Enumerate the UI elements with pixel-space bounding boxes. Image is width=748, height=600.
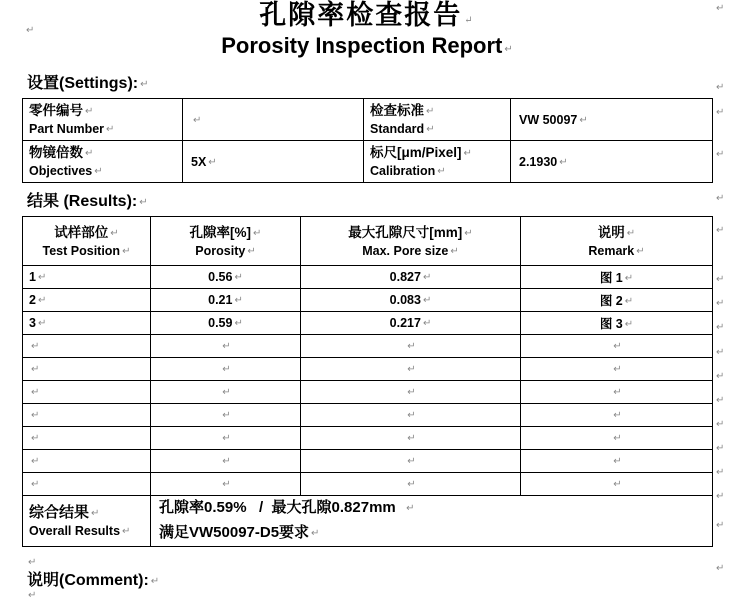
cell-value: 2 — [29, 293, 36, 307]
header-porosity — [151, 217, 301, 266]
results-header-row — [23, 217, 713, 266]
table-row — [23, 312, 713, 335]
paragraph-mark-icon: ↵ — [31, 364, 40, 375]
paragraph-mark-icon: ↵ — [716, 3, 725, 14]
overall-results-label-cell — [23, 496, 151, 547]
standard-label-zh — [370, 101, 510, 121]
header-zh — [151, 223, 300, 243]
paragraph-mark-icon: ↵ — [31, 341, 40, 352]
table-row-empty — [23, 404, 713, 427]
paragraph-mark-icon: ↵ — [406, 503, 415, 514]
table-row-empty — [23, 473, 713, 496]
cell-remark — [521, 381, 713, 404]
paragraph-mark-icon: ↵ — [613, 341, 622, 352]
paragraph-mark-icon: ↵ — [234, 295, 243, 306]
paragraph-mark-icon: ↵ — [94, 166, 103, 177]
header-max-pore-size — [301, 217, 521, 266]
paragraph-mark-icon: ↵ — [716, 193, 725, 204]
paragraph-mark-icon: ↵ — [636, 245, 645, 257]
calibration-label-cell — [364, 141, 511, 183]
cell-test-position — [23, 358, 151, 381]
calibration-label-en — [370, 163, 510, 180]
paragraph-mark-icon: ↵ — [31, 387, 40, 398]
cell-test-position — [23, 427, 151, 450]
paragraph-mark-icon: ↵ — [139, 197, 148, 208]
paragraph-mark-icon: ↵ — [716, 371, 725, 382]
paragraph-mark-icon: ↵ — [422, 272, 432, 283]
settings-heading — [27, 74, 149, 95]
standard-value: VW 50097 — [519, 112, 578, 127]
paragraph-mark-icon: ↵ — [407, 410, 416, 421]
paragraph-mark-icon: ↵ — [613, 387, 622, 398]
paragraph-mark-icon: ↵ — [407, 364, 416, 375]
cell-test-position — [23, 335, 151, 358]
part-number-label-zh — [29, 101, 182, 121]
paragraph-mark-icon: ↵ — [407, 456, 416, 467]
paragraph-mark-icon: ↵ — [26, 25, 35, 36]
label-text: Standard — [370, 122, 425, 136]
table-row-empty — [23, 335, 713, 358]
paragraph-mark-icon: ↵ — [193, 114, 202, 126]
paragraph-mark-icon: ↵ — [222, 387, 231, 398]
paragraph-mark-icon: ↵ — [624, 319, 634, 330]
paragraph-mark-icon: ↵ — [222, 364, 231, 375]
cell-test-position — [23, 473, 151, 496]
cell-remark — [521, 266, 713, 289]
paragraph-mark-icon: ↵ — [716, 82, 725, 93]
paragraph-mark-icon: ↵ — [464, 227, 473, 239]
results-overall — [23, 496, 713, 547]
label-text: 标尺[μm/Pixel] — [370, 145, 462, 160]
paragraph-mark-icon: ↵ — [31, 433, 40, 444]
paragraph-mark-icon: ↵ — [624, 273, 634, 284]
label-text: 零件编号 — [29, 103, 83, 118]
paragraph-mark-icon: ↵ — [91, 507, 100, 519]
paragraph-mark-icon: ↵ — [613, 456, 622, 467]
paragraph-mark-icon: ↵ — [208, 156, 217, 168]
header-en — [23, 243, 150, 260]
paragraph-mark-icon: ↵ — [28, 557, 37, 568]
objectives-label-en — [29, 163, 182, 180]
paragraph-mark-icon: ↵ — [28, 590, 37, 600]
paragraph-mark-icon: ↵ — [437, 166, 446, 177]
paragraph-mark-icon: ↵ — [37, 295, 47, 306]
header-en — [301, 243, 520, 260]
table-row — [23, 266, 713, 289]
settings-row-objectives — [23, 141, 713, 183]
cell-pore-size — [301, 312, 521, 335]
paragraph-mark-icon: ↵ — [716, 467, 725, 478]
paragraph-mark-icon: ↵ — [716, 443, 725, 454]
cell-test-position — [23, 404, 151, 427]
cell-value: 0.217 — [389, 316, 421, 330]
paragraph-mark-icon: ↵ — [407, 479, 416, 490]
cell-porosity — [151, 266, 301, 289]
cell-value: 0.21 — [208, 293, 233, 307]
cell-pore-size — [301, 266, 521, 289]
paragraph-mark-icon: ↵ — [407, 387, 416, 398]
paragraph-mark-icon: ↵ — [559, 156, 568, 168]
paragraph-mark-icon: ↵ — [613, 433, 622, 444]
paragraph-mark-icon: ↵ — [716, 225, 725, 236]
paragraph-mark-icon: ↵ — [716, 520, 725, 531]
label-text: Overall Results — [29, 523, 121, 538]
header-test-position — [23, 217, 151, 266]
results-heading — [27, 192, 148, 213]
cell-value: 图 1 — [599, 271, 623, 285]
cell-pore-size — [301, 289, 521, 312]
paragraph-mark-icon: ↵ — [110, 227, 119, 239]
label-text: 物镜倍数 — [29, 145, 83, 160]
paragraph-mark-icon: ↵ — [222, 479, 231, 490]
cell-porosity — [151, 312, 301, 335]
part-number-label-cell — [23, 99, 183, 141]
paragraph-mark-icon: ↵ — [311, 528, 320, 539]
paragraph-mark-icon: ↵ — [504, 44, 513, 55]
header-en — [151, 243, 300, 260]
standard-label-en — [370, 121, 510, 138]
summary-text: 孔隙率0.59% / 最大孔隙0.827mm — [159, 499, 405, 516]
cell-test-position — [23, 450, 151, 473]
cell-pore-size — [301, 335, 521, 358]
cell-remark — [521, 312, 713, 335]
cell-pore-size — [301, 358, 521, 381]
header-text: Max. Pore size — [362, 243, 449, 258]
paragraph-mark-icon: ↵ — [31, 479, 40, 490]
paragraph-mark-icon: ↵ — [31, 410, 40, 421]
paragraph-mark-icon: ↵ — [613, 479, 622, 490]
part-number-value-cell — [183, 99, 364, 141]
paragraph-mark-icon: ↵ — [716, 563, 725, 574]
paragraph-mark-icon: ↵ — [716, 322, 725, 333]
part-number-label-en — [29, 121, 182, 138]
cell-value: 图 3 — [599, 317, 623, 331]
table-row — [23, 289, 713, 312]
cell-remark — [521, 404, 713, 427]
report-title-en — [22, 33, 712, 63]
header-zh — [521, 223, 712, 243]
header-text: 最大孔隙尺寸[mm] — [348, 224, 463, 240]
calibration-value-cell — [511, 141, 713, 183]
paragraph-mark-icon: ↵ — [716, 491, 725, 502]
paragraph-mark-icon: ↵ — [122, 245, 131, 257]
cell-remark — [521, 335, 713, 358]
cell-porosity — [151, 450, 301, 473]
paragraph-mark-icon: ↵ — [716, 107, 725, 118]
paragraph-mark-icon: ↵ — [234, 318, 243, 329]
table-row-empty — [23, 381, 713, 404]
paragraph-mark-icon: ↵ — [613, 410, 622, 421]
overall-results-row — [23, 496, 713, 547]
summary-text: 满足VW50097-D5要求 — [159, 524, 310, 541]
overall-summary-line1 — [159, 496, 712, 521]
cell-value: 0.827 — [389, 270, 421, 284]
paragraph-mark-icon: ↵ — [426, 124, 435, 135]
cell-porosity — [151, 358, 301, 381]
paragraph-mark-icon: ↵ — [716, 298, 725, 309]
results-heading-text: 结果 (Results): — [27, 193, 138, 210]
settings-row-part-number — [23, 99, 713, 141]
results-table — [22, 216, 713, 547]
paragraph-mark-icon: ↵ — [716, 149, 725, 160]
report-title-zh — [22, 0, 712, 37]
paragraph-mark-icon: ↵ — [422, 295, 432, 306]
header-text: 孔隙率[%] — [189, 224, 252, 240]
cell-remark — [521, 427, 713, 450]
objectives-value-cell — [183, 141, 364, 183]
overall-results-value-cell — [151, 496, 713, 547]
cell-remark — [521, 289, 713, 312]
paragraph-mark-icon: ↵ — [407, 341, 416, 352]
cell-value: 0.59 — [208, 316, 233, 330]
paragraph-mark-icon: ↵ — [253, 227, 262, 239]
paragraph-mark-icon: ↵ — [464, 15, 475, 26]
objectives-value: 5X — [191, 154, 207, 169]
cell-value: 3 — [29, 316, 36, 330]
report-title-en-text: Porosity Inspection Report — [221, 33, 503, 58]
paragraph-mark-icon: ↵ — [422, 318, 432, 329]
cell-test-position — [23, 381, 151, 404]
paragraph-mark-icon: ↵ — [624, 296, 634, 307]
header-text: 试样部位 — [54, 224, 109, 240]
label-text: 综合结果 — [29, 503, 90, 521]
comment-heading-text: 说明(Comment): — [27, 572, 149, 589]
paragraph-mark-icon: ↵ — [31, 456, 40, 467]
paragraph-mark-icon: ↵ — [37, 272, 47, 283]
table-row-empty — [23, 427, 713, 450]
paragraph-mark-icon: ↵ — [716, 395, 725, 406]
cell-pore-size — [301, 404, 521, 427]
label-text: Calibration — [370, 164, 436, 178]
paragraph-mark-icon: ↵ — [222, 433, 231, 444]
results-data-rows — [23, 266, 713, 496]
cell-porosity — [151, 404, 301, 427]
paragraph-mark-icon: ↵ — [106, 124, 115, 135]
cell-test-position — [23, 289, 151, 312]
paragraph-mark-icon: ↵ — [85, 106, 94, 117]
settings-heading-text: 设置(Settings): — [27, 75, 139, 92]
results-header — [23, 217, 713, 266]
cell-porosity — [151, 427, 301, 450]
cell-value: 0.083 — [389, 293, 421, 307]
header-en — [521, 243, 712, 260]
calibration-value: 2.1930 — [519, 154, 558, 169]
objectives-label-cell — [23, 141, 183, 183]
cell-porosity — [151, 473, 301, 496]
overall-label-en — [29, 523, 150, 540]
paragraph-mark-icon: ↵ — [150, 576, 160, 587]
cell-test-position — [23, 266, 151, 289]
cell-value: 0.56 — [208, 270, 233, 284]
paragraph-mark-icon: ↵ — [450, 245, 459, 257]
standard-label-cell — [364, 99, 511, 141]
paragraph-mark-icon: ↵ — [247, 245, 256, 257]
paragraph-mark-icon: ↵ — [85, 148, 94, 159]
paragraph-mark-icon: ↵ — [579, 114, 588, 126]
table-row-empty — [23, 358, 713, 381]
paragraph-mark-icon: ↵ — [463, 148, 472, 159]
header-text: 说明 — [597, 224, 625, 240]
settings-table — [22, 98, 713, 183]
header-text: Test Position — [42, 243, 121, 258]
report-title-zh-text: 孔隙率检查报告 — [259, 0, 463, 31]
header-text: Remark — [588, 243, 635, 258]
cell-pore-size — [301, 427, 521, 450]
cell-pore-size — [301, 450, 521, 473]
paragraph-mark-icon: ↵ — [716, 419, 725, 430]
cell-porosity — [151, 335, 301, 358]
objectives-label-zh — [29, 143, 182, 163]
cell-pore-size — [301, 381, 521, 404]
calibration-label-zh — [370, 143, 510, 163]
paragraph-mark-icon: ↵ — [222, 341, 231, 352]
paragraph-mark-icon: ↵ — [222, 410, 231, 421]
paragraph-mark-icon: ↵ — [222, 456, 231, 467]
paragraph-mark-icon: ↵ — [626, 227, 636, 239]
overall-label-zh — [29, 503, 150, 523]
standard-value-cell — [511, 99, 713, 141]
cell-remark — [521, 358, 713, 381]
cell-pore-size — [301, 473, 521, 496]
header-zh — [23, 223, 150, 243]
overall-summary-line2 — [159, 521, 712, 546]
paragraph-mark-icon: ↵ — [426, 106, 435, 117]
header-remark — [521, 217, 713, 266]
header-text: Porosity — [195, 243, 246, 258]
cell-porosity — [151, 381, 301, 404]
table-row-empty — [23, 450, 713, 473]
paragraph-mark-icon: ↵ — [140, 79, 149, 90]
cell-value: 图 2 — [599, 294, 623, 308]
paragraph-mark-icon: ↵ — [716, 347, 725, 358]
cell-remark — [521, 473, 713, 496]
header-zh — [301, 223, 520, 243]
paragraph-mark-icon: ↵ — [613, 364, 622, 375]
paragraph-mark-icon: ↵ — [122, 525, 131, 537]
label-text: Part Number — [29, 122, 105, 136]
paragraph-mark-icon: ↵ — [716, 274, 725, 285]
label-text: 检查标准 — [370, 103, 424, 118]
paragraph-mark-icon: ↵ — [234, 272, 243, 283]
paragraph-mark-icon: ↵ — [407, 433, 416, 444]
paragraph-mark-icon: ↵ — [37, 318, 47, 329]
cell-porosity — [151, 289, 301, 312]
cell-remark — [521, 450, 713, 473]
comment-heading — [27, 571, 159, 592]
cell-test-position — [23, 312, 151, 335]
label-text: Objectives — [29, 164, 93, 178]
cell-value: 1 — [29, 270, 36, 284]
